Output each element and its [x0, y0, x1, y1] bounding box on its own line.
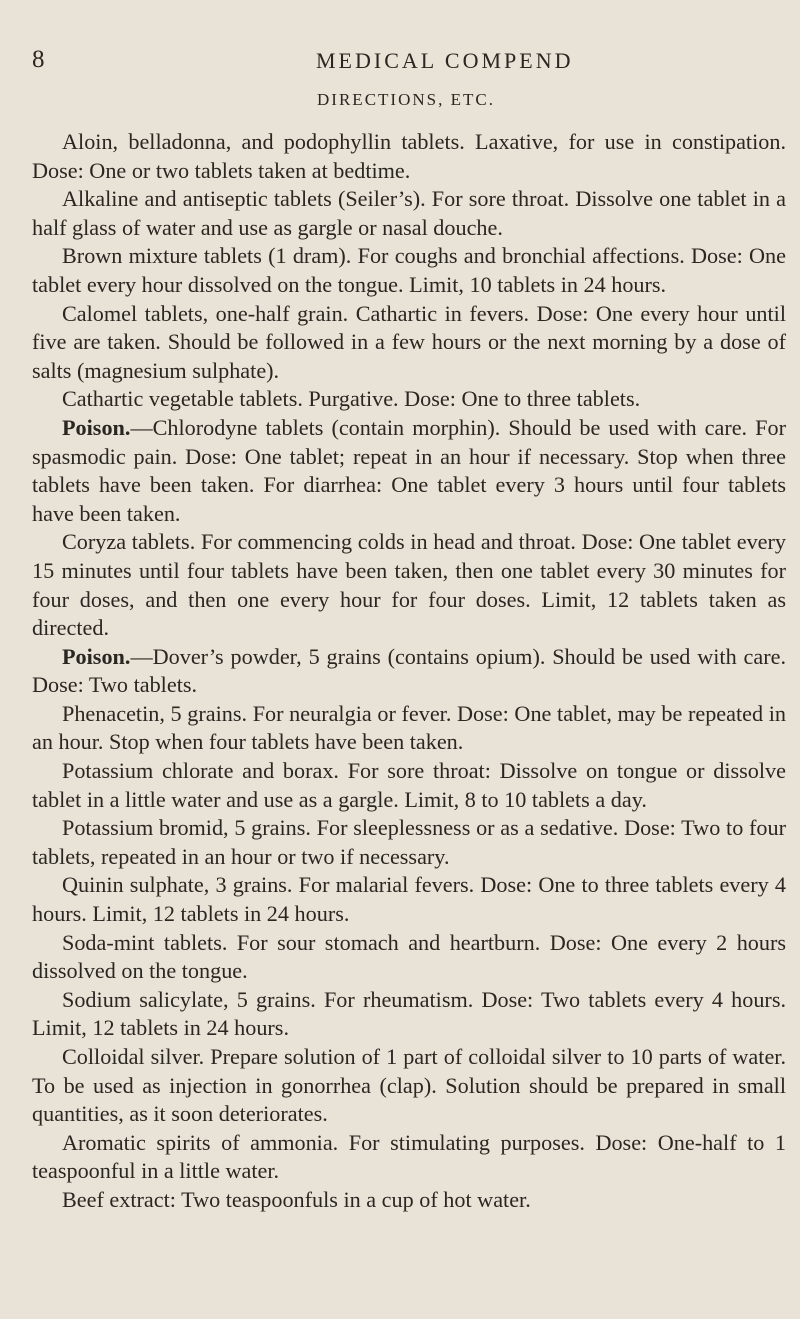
entry-text: Beef extract: Two teaspoonfuls in a cup of hot water. — [62, 1186, 531, 1212]
section-title: DIRECTIONS, ETC. — [317, 90, 495, 109]
entry-text: Soda-mint tablets. For sour stomach and heartburn. Dose: One every 2 hours dissolved on the tongue. — [32, 929, 786, 984]
entry-brown-mixture — [32, 242, 786, 299]
entry-quinin-sulphate — [32, 871, 786, 928]
entry-chlorodyne — [32, 414, 786, 528]
entry-coryza — [32, 528, 786, 642]
entry-dovers-powder — [32, 643, 786, 700]
entry-text: Phenacetin, 5 grains. For neuralgia or fever. Dose: One tablet, may be repeated in an hour. Stop when four tablets have been taken. — [32, 700, 786, 755]
entry-alkaline-antiseptic — [32, 185, 786, 242]
poison-label: Poison. — [62, 643, 131, 669]
entry-cathartic-vegetable — [32, 385, 786, 414]
running-title: MEDICAL COMPEND — [316, 48, 574, 73]
entry-beef-extract — [32, 1186, 786, 1215]
entry-text: Coryza tablets. For commencing colds in head and throat. Dose: One tablet every 15 minutes until four tablets have been taken, then one tablet every 30 minutes for four doses, and then one every hour for four doses. Limit, 12 tablets taken as directed. — [32, 529, 786, 641]
entry-text: —Chlorodyne tablets (contain morphin). Should be used with care. For spasmodic pain. Dose: One tablet; repeat in an hour if necessary. Stop when three tablets have been taken. For diarrhea: One tablet every 3 hours until four tablets have been taken. — [32, 414, 786, 526]
entry-text: Aloin, belladonna, and podophyllin tablets. Laxative, for use in constipation. Dose: One or two tablets taken at bedtime. — [32, 129, 786, 183]
entry-text: Calomel tablets, one-half grain. Cathartic in fevers. Dose: One every hour until five are taken. Should be followed in a few hours or the next morning by a dose of salts (magnesium sulphate). — [32, 300, 786, 383]
entry-text: Alkaline and antiseptic tablets (Seiler’s). For sore throat. Dissolve one tablet in a half glass of water and use as gargle or nasal douche. — [32, 186, 786, 240]
entry-potassium-bromid — [32, 814, 786, 871]
running-head — [26, 46, 786, 80]
page-number: 8 — [32, 46, 46, 73]
entry-text: Quinin sulphate, 3 grains. For malarial fevers. Dose: One to three tablets every 4 hours. Limit, 12 tablets in 24 hours. — [32, 872, 786, 927]
entry-aromatic-spirits — [32, 1129, 786, 1186]
entry-text: Brown mixture tablets (1 dram). For coughs and bronchial affections. Dose: One tablet every hour dissolved on the tongue. Limit, 10 tablets in 24 hours. — [32, 243, 786, 297]
entry-phenacetin — [32, 700, 786, 757]
entry-text: —Dover’s powder, 5 grains (contains opium). Should be used with care. Dose: Two tablets. — [32, 643, 786, 698]
directions-list — [32, 128, 786, 1215]
entry-text: Potassium chlorate and borax. For sore throat: Dissolve on tongue or dissolve tablet in a little water and use as a gargle. Limit, 8 to 10 tablets a day. — [32, 758, 786, 812]
entry-colloidal-silver — [32, 1043, 786, 1129]
entry-potassium-chlorate — [32, 757, 786, 814]
poison-label: Poison. — [62, 414, 131, 440]
entry-aloin — [32, 128, 786, 185]
entry-text: Potassium bromid, 5 grains. For sleeplessness or as a sedative. Dose: Two to four tablets, repeated in an hour or two if necessary. — [32, 815, 786, 869]
entry-soda-mint — [32, 929, 786, 986]
entry-text: Sodium salicylate, 5 grains. For rheumatism. Dose: Two tablets every 4 hours. Limit, 12 tablets in 24 hours. — [32, 986, 786, 1041]
entry-calomel — [32, 300, 786, 386]
entry-text: Colloidal silver. Prepare solution of 1 part of colloidal silver to 10 parts of water. To be used as injection in gonorrhea (clap). Solution should be prepared in small quantities, as it soon deteriorates. — [32, 1044, 786, 1127]
entry-text: Cathartic vegetable tablets. Purgative. Dose: One to three tablets. — [62, 386, 641, 412]
book-page — [26, 0, 786, 1319]
entry-sodium-salicylate — [32, 986, 786, 1043]
entry-text: Aromatic spirits of ammonia. For stimulating purposes. Dose: One-half to 1 teaspoonful in a little water. — [32, 1129, 786, 1184]
